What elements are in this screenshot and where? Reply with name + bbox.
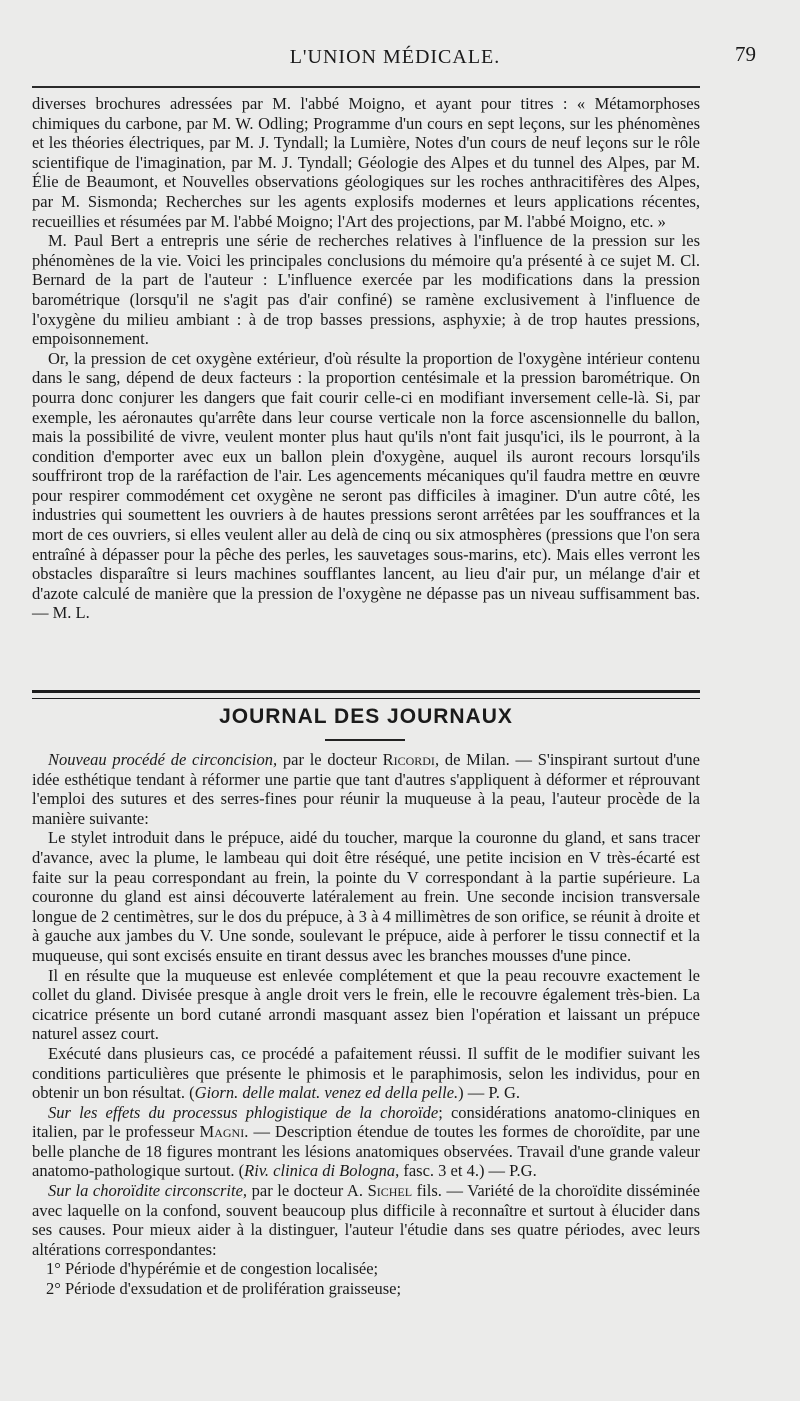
author-name: Sichel [367,1181,413,1201]
page-header [30,36,760,76]
header-rule [32,86,700,88]
paragraph: Il en résulte que la muqueuse est enlevée complétement et que la peau recouvre exactement le collet du gland. Divisée presque à angle droit vers le frein, elle le recouvre également très-bien. La cicatrice présente un bord cutané arrondi masquant assez bien l'opération et laissant un prépuce naturel assez court. [32,965,700,1044]
text-run: . — Description étendue de toutes les formes de choroïdite, par une belle planche de 18 figures montrant les lésions anatomiques observées. Travail d'une grande valeur anatomo-pathologique surtout. ( [32,1122,701,1181]
list-item: 2° Période d'exsudation et de prolifération graisseuse; [46,1279,402,1299]
text-run: , fasc. 3 et 4.) — P.G. [395,1161,537,1181]
paragraph: Le stylet introduit dans le prépuce, aidé du toucher, marque la couronne du gland, et sans tracer d'avance, avec la plume, le lambeau qui doit être réséqué, une petite incision en V très-écarté est faite sur la peau correspondant au frein, la pointe du V correspondant à la partie supérieure. La couronne du gland est ainsi découverte latéralement au frein. Une seconde incision transversale longue de 2 centimètres, sur le dos du prépuce, à 3 à 4 millimètres de son orifice, se réunit à droite et à gauche aux jambes du V. Une sonde, soulevant le prépuce, aide à perforer le tissu connectif et la muqueuse, qui sont excisés ensuite en tirant dessus avec les branches mousses d'une pince. [32,828,700,965]
section-divider [32,690,700,699]
text-run: Exécuté dans plusieurs cas, ce procédé a pafaitement réussi. Il suffit de le modifier suivant les conditions particulières que présente le phimosis et le paraphimosis, selon les individus, pour en obtenir un bon résultat. ( [32,1043,700,1103]
article-title: Nouveau procédé de circoncision, [48,750,278,769]
text-run: ; considérations anatomo-cliniques en italien, par le professeur [32,1102,700,1142]
author-name: Ricordi [382,750,435,769]
source-citation: Giorn. delle malat. venez ed della pelle. [194,1083,459,1103]
paragraph: diverses brochures adressées par M. l'abbé Moigno, et ayant pour titres : « Métamorphoses chimiques du carbone, par M. W. Odling; Programme d'un cours en sept leçons, sur les phénomènes et les théories électriques, par M. J. Tyndall; la Lumière, Notes d'un cours de neuf leçons sur le rôle scientifique de l'imagination, par M. J. Tyndall; Géologie des Alpes et du tunnel des Alpes, par M. Élie de Beaumont, et Nouvelles observations géologiques sur les roches anthracitifères des Alpes, par M. Sismonda; Recherches sur les agents explosifs modernes et leurs applications récentes, recueillies et résumées par M. l'abbé Moigno; l'Art des projections, par M. l'abbé Moigno, etc. » [32,94,700,231]
paragraph [32,1044,700,1103]
author-name: Magni [199,1122,245,1142]
text-run: par le docteur A. [247,1181,368,1201]
paragraph: Or, la pression de cet oxygène extérieur, d'où résulte la proportion de l'oxygène intérieur contenu dans le sang, dépend de deux facteurs : la proportion centésimale et la pression barométrique. On pourra donc conjurer les dangers que fait courir celle-ci en modifiant inversement celle-là. Si, par exemple, les aéronautes qu'arrête dans leur course verticale non la force ascensionnelle du ballon, mais la possibilité de vivre, veulent monter plus haut qu'ils n'ont fait jusqu'ici, ils le pourront, à la condition d'emporter avec eux un ballon plein d'oxygène, auquel ils auront recours lorsqu'ils souffriront trop de la raréfaction de l'air. Les agencements mécaniques qu'il faudra mettre en œuvre pour respirer commodément cet oxygène ne seront pas difficiles à imaginer. D'un autre côté, les industries qui soumettent les ouvriers à de hautes pressions seront arrêtées par les souffrances et la mort de ces ouvriers, si elles veulent aller au delà de cinq ou six atmosphères (pressions que l'on sera entraîné à dépasser pour la pêche des perles, les sauvetages sous-marins, etc). Mais elles verront les obstacles disparaître si leurs machines soufflantes lancent, au lieu d'air pur, un mélange d'air et d'azote calculé de manière que la pression de l'oxygène ne dépasse pas un niveau suffisamment bas. — M. L. [32,348,700,623]
paragraph: M. Paul Bert a entrepris une série de recherches relatives à l'influence de la pression sur les phénomènes de la vie. Voici les principales conclusions du mémoire qu'a présenté à ce sujet M. Cl. Bernard de la part de l'auteur : L'influence exercée par les modifications dans la pression barométrique (lorsqu'il ne s'agit pas d'air confiné) se ramène exclusivement à l'influence de l'oxygène du milieu ambiant : à de trop basses pressions, asphyxie; à de trop hautes pressions, empoisonnement. [32,231,700,349]
text-run: ) — P. G. [458,1083,521,1103]
heading-rule [325,739,405,741]
page-number: 79 [735,42,756,66]
section-heading: JOURNAL DES JOURNAUX [219,705,513,728]
paragraph [32,750,700,828]
article-title: Sur les effets du processus phlogistique de la choroïde [48,1102,439,1122]
section-journal-des-journaux [32,750,700,1299]
source-citation: Riv. clinica di Bologna [244,1161,396,1181]
section-academy-news [32,94,700,623]
paragraph [32,1103,700,1181]
list-item: 1° Période d'hypérémie et de congestion localisée; [46,1259,379,1279]
paragraph [32,1181,700,1259]
text-run: fils. — Variété de la choroïdite disséminée avec laquelle on la confond, souvent beaucoup plus difficile à reconnaître et surtout à élucider dans ses causes. Pour mieux aider à la distinguer, l'auteur l'étudie dans ses quatre périodes, avec leurs altérations correspondantes: [32,1181,700,1259]
article-title: Sur la choroïdite circonscrite, [48,1181,248,1201]
running-title: L'UNION MÉDICALE. [289,46,501,68]
text-run: par le docteur [277,750,383,769]
text-run: , de Milan. — S'inspirant surtout d'une idée esthétique tendant à réformer une partie que tant d'autres s'appliquent à déformer et réprouvant l'emploi des sutures et des serres-fines pour réunir la muqueuse à la peau, l'auteur procède de la manière suivante: [32,750,700,828]
